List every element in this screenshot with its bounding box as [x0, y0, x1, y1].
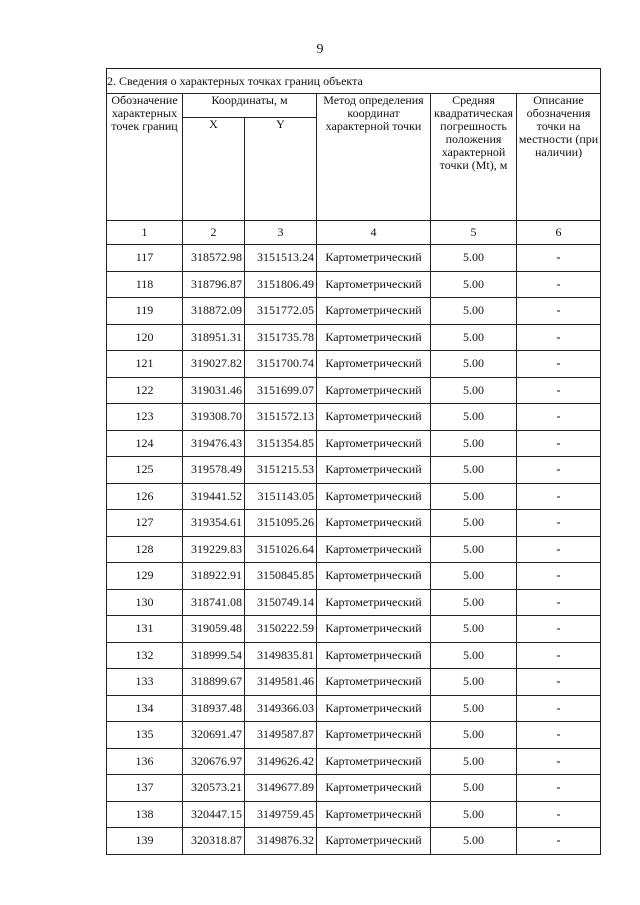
y-coordinate-cell: 3149759.45: [245, 801, 317, 828]
x-coordinate-cell: 318951.31: [183, 324, 245, 351]
method-cell: Картометрический: [317, 324, 431, 351]
description-cell: -: [517, 536, 601, 563]
error-cell: 5.00: [431, 483, 517, 510]
x-coordinate-cell: 319027.82: [183, 351, 245, 378]
header-y: Y: [245, 118, 317, 221]
x-coordinate-cell: 318999.54: [183, 642, 245, 669]
point-id-cell: 126: [107, 483, 183, 510]
table-row: [107, 245, 601, 272]
point-id-cell: 139: [107, 828, 183, 855]
table-row: [107, 351, 601, 378]
table-row: [107, 828, 601, 855]
header-coordinates: Координаты, м: [183, 94, 317, 118]
x-coordinate-cell: 318872.09: [183, 298, 245, 325]
point-id-cell: 130: [107, 589, 183, 616]
method-cell: Картометрический: [317, 828, 431, 855]
error-cell: 5.00: [431, 801, 517, 828]
point-id-cell: 129: [107, 563, 183, 590]
method-cell: Картометрический: [317, 536, 431, 563]
header-row: [107, 94, 601, 118]
table-row: [107, 324, 601, 351]
header-method: Метод определения координат характерной точки: [317, 94, 431, 221]
table-row: [107, 377, 601, 404]
table-row: [107, 722, 601, 749]
description-cell: -: [517, 695, 601, 722]
x-coordinate-cell: 320573.21: [183, 775, 245, 802]
table-row: [107, 775, 601, 802]
table-row: [107, 748, 601, 775]
description-cell: -: [517, 351, 601, 378]
x-coordinate-cell: 320447.15: [183, 801, 245, 828]
table-row: [107, 589, 601, 616]
x-coordinate-cell: 319578.49: [183, 457, 245, 484]
description-cell: -: [517, 748, 601, 775]
table-row: [107, 271, 601, 298]
error-cell: 5.00: [431, 351, 517, 378]
x-coordinate-cell: 319476.43: [183, 430, 245, 457]
point-id-cell: 121: [107, 351, 183, 378]
description-cell: -: [517, 589, 601, 616]
method-cell: Картометрический: [317, 563, 431, 590]
column-number: 6: [517, 221, 601, 245]
method-cell: Картометрический: [317, 430, 431, 457]
method-cell: Картометрический: [317, 351, 431, 378]
y-coordinate-cell: 3149587.87: [245, 722, 317, 749]
y-coordinate-cell: 3150845.85: [245, 563, 317, 590]
y-coordinate-cell: 3149876.32: [245, 828, 317, 855]
column-number-row: [107, 221, 601, 245]
error-cell: 5.00: [431, 271, 517, 298]
y-coordinate-cell: 3151572.13: [245, 404, 317, 431]
header-designation: Обозначение характерных точек границ: [107, 94, 183, 221]
x-coordinate-cell: 320318.87: [183, 828, 245, 855]
x-coordinate-cell: 318937.48: [183, 695, 245, 722]
error-cell: 5.00: [431, 404, 517, 431]
description-cell: -: [517, 563, 601, 590]
y-coordinate-cell: 3149366.03: [245, 695, 317, 722]
y-coordinate-cell: 3151806.49: [245, 271, 317, 298]
y-coordinate-cell: 3151700.74: [245, 351, 317, 378]
table-row: [107, 642, 601, 669]
table-row: [107, 616, 601, 643]
x-coordinate-cell: 318796.87: [183, 271, 245, 298]
point-id-cell: 131: [107, 616, 183, 643]
table-row: [107, 669, 601, 696]
header-x: X: [183, 118, 245, 221]
table-row: [107, 536, 601, 563]
method-cell: Картометрический: [317, 245, 431, 272]
point-id-cell: 127: [107, 510, 183, 537]
error-cell: 5.00: [431, 563, 517, 590]
point-id-cell: 125: [107, 457, 183, 484]
error-cell: 5.00: [431, 589, 517, 616]
y-coordinate-cell: 3150749.14: [245, 589, 317, 616]
table-row: [107, 695, 601, 722]
section-title: 2. Сведения о характерных точках границ объекта: [107, 69, 601, 94]
x-coordinate-cell: 318899.67: [183, 669, 245, 696]
method-cell: Картометрический: [317, 483, 431, 510]
table-row: [107, 510, 601, 537]
error-cell: 5.00: [431, 298, 517, 325]
method-cell: Картометрический: [317, 695, 431, 722]
error-cell: 5.00: [431, 457, 517, 484]
error-cell: 5.00: [431, 722, 517, 749]
column-number: 5: [431, 221, 517, 245]
y-coordinate-cell: 3149835.81: [245, 642, 317, 669]
error-cell: 5.00: [431, 536, 517, 563]
description-cell: -: [517, 510, 601, 537]
table-row: [107, 457, 601, 484]
point-id-cell: 138: [107, 801, 183, 828]
table-row: [107, 563, 601, 590]
y-coordinate-cell: 3151354.85: [245, 430, 317, 457]
y-coordinate-cell: 3149677.89: [245, 775, 317, 802]
column-number: 4: [317, 221, 431, 245]
error-cell: 5.00: [431, 775, 517, 802]
description-cell: -: [517, 430, 601, 457]
y-coordinate-cell: 3151513.24: [245, 245, 317, 272]
description-cell: -: [517, 669, 601, 696]
table-row: [107, 801, 601, 828]
method-cell: Картометрический: [317, 801, 431, 828]
point-id-cell: 119: [107, 298, 183, 325]
x-coordinate-cell: 320676.97: [183, 748, 245, 775]
y-coordinate-cell: 3151699.07: [245, 377, 317, 404]
error-cell: 5.00: [431, 695, 517, 722]
y-coordinate-cell: 3149581.46: [245, 669, 317, 696]
y-coordinate-cell: 3151772.05: [245, 298, 317, 325]
y-coordinate-cell: 3151095.26: [245, 510, 317, 537]
table-row: [107, 430, 601, 457]
error-cell: 5.00: [431, 377, 517, 404]
x-coordinate-cell: 319354.61: [183, 510, 245, 537]
method-cell: Картометрический: [317, 669, 431, 696]
method-cell: Картометрический: [317, 457, 431, 484]
description-cell: -: [517, 298, 601, 325]
column-number: 1: [107, 221, 183, 245]
page-number: 9: [316, 42, 324, 57]
description-cell: -: [517, 828, 601, 855]
point-id-cell: 128: [107, 536, 183, 563]
table-row: [107, 483, 601, 510]
point-id-cell: 118: [107, 271, 183, 298]
y-coordinate-cell: 3151143.05: [245, 483, 317, 510]
description-cell: -: [517, 722, 601, 749]
point-id-cell: 124: [107, 430, 183, 457]
description-cell: -: [517, 616, 601, 643]
y-coordinate-cell: 3151026.64: [245, 536, 317, 563]
method-cell: Картометрический: [317, 377, 431, 404]
description-cell: -: [517, 245, 601, 272]
x-coordinate-cell: 319441.52: [183, 483, 245, 510]
error-cell: 5.00: [431, 828, 517, 855]
y-coordinate-cell: 3151215.53: [245, 457, 317, 484]
table-body: [107, 245, 601, 855]
point-id-cell: 133: [107, 669, 183, 696]
point-id-cell: 122: [107, 377, 183, 404]
point-id-cell: 132: [107, 642, 183, 669]
method-cell: Картометрический: [317, 722, 431, 749]
description-cell: -: [517, 324, 601, 351]
error-cell: 5.00: [431, 642, 517, 669]
method-cell: Картометрический: [317, 589, 431, 616]
method-cell: Картометрический: [317, 271, 431, 298]
x-coordinate-cell: 319229.83: [183, 536, 245, 563]
column-number: 2: [183, 221, 245, 245]
y-coordinate-cell: 3149626.42: [245, 748, 317, 775]
method-cell: Картометрический: [317, 298, 431, 325]
point-id-cell: 137: [107, 775, 183, 802]
y-coordinate-cell: 3150222.59: [245, 616, 317, 643]
description-cell: -: [517, 775, 601, 802]
method-cell: Картометрический: [317, 775, 431, 802]
x-coordinate-cell: 319031.46: [183, 377, 245, 404]
description-cell: -: [517, 377, 601, 404]
point-id-cell: 117: [107, 245, 183, 272]
x-coordinate-cell: 318922.91: [183, 563, 245, 590]
method-cell: Картометрический: [317, 642, 431, 669]
x-coordinate-cell: 318572.98: [183, 245, 245, 272]
x-coordinate-cell: 319059.48: [183, 616, 245, 643]
y-coordinate-cell: 3151735.78: [245, 324, 317, 351]
section-title-row: [107, 69, 601, 94]
x-coordinate-cell: 318741.08: [183, 589, 245, 616]
error-cell: 5.00: [431, 748, 517, 775]
point-id-cell: 134: [107, 695, 183, 722]
error-cell: 5.00: [431, 430, 517, 457]
description-cell: -: [517, 483, 601, 510]
header-error: Средняя квадратическая погрешность положения характерной точки (Mt), м: [431, 94, 517, 221]
table-row: [107, 298, 601, 325]
method-cell: Картометрический: [317, 404, 431, 431]
error-cell: 5.00: [431, 616, 517, 643]
method-cell: Картометрический: [317, 616, 431, 643]
error-cell: 5.00: [431, 245, 517, 272]
point-id-cell: 123: [107, 404, 183, 431]
error-cell: 5.00: [431, 324, 517, 351]
table-row: [107, 404, 601, 431]
x-coordinate-cell: 320691.47: [183, 722, 245, 749]
description-cell: -: [517, 801, 601, 828]
column-number: 3: [245, 221, 317, 245]
description-cell: -: [517, 457, 601, 484]
description-cell: -: [517, 642, 601, 669]
description-cell: -: [517, 271, 601, 298]
boundary-points-table: [106, 68, 601, 855]
x-coordinate-cell: 319308.70: [183, 404, 245, 431]
error-cell: 5.00: [431, 510, 517, 537]
header-description: Описание обозначения точки на местности (при наличии): [517, 94, 601, 221]
point-id-cell: 120: [107, 324, 183, 351]
point-id-cell: 136: [107, 748, 183, 775]
point-id-cell: 135: [107, 722, 183, 749]
method-cell: Картометрический: [317, 510, 431, 537]
description-cell: -: [517, 404, 601, 431]
error-cell: 5.00: [431, 669, 517, 696]
method-cell: Картометрический: [317, 748, 431, 775]
